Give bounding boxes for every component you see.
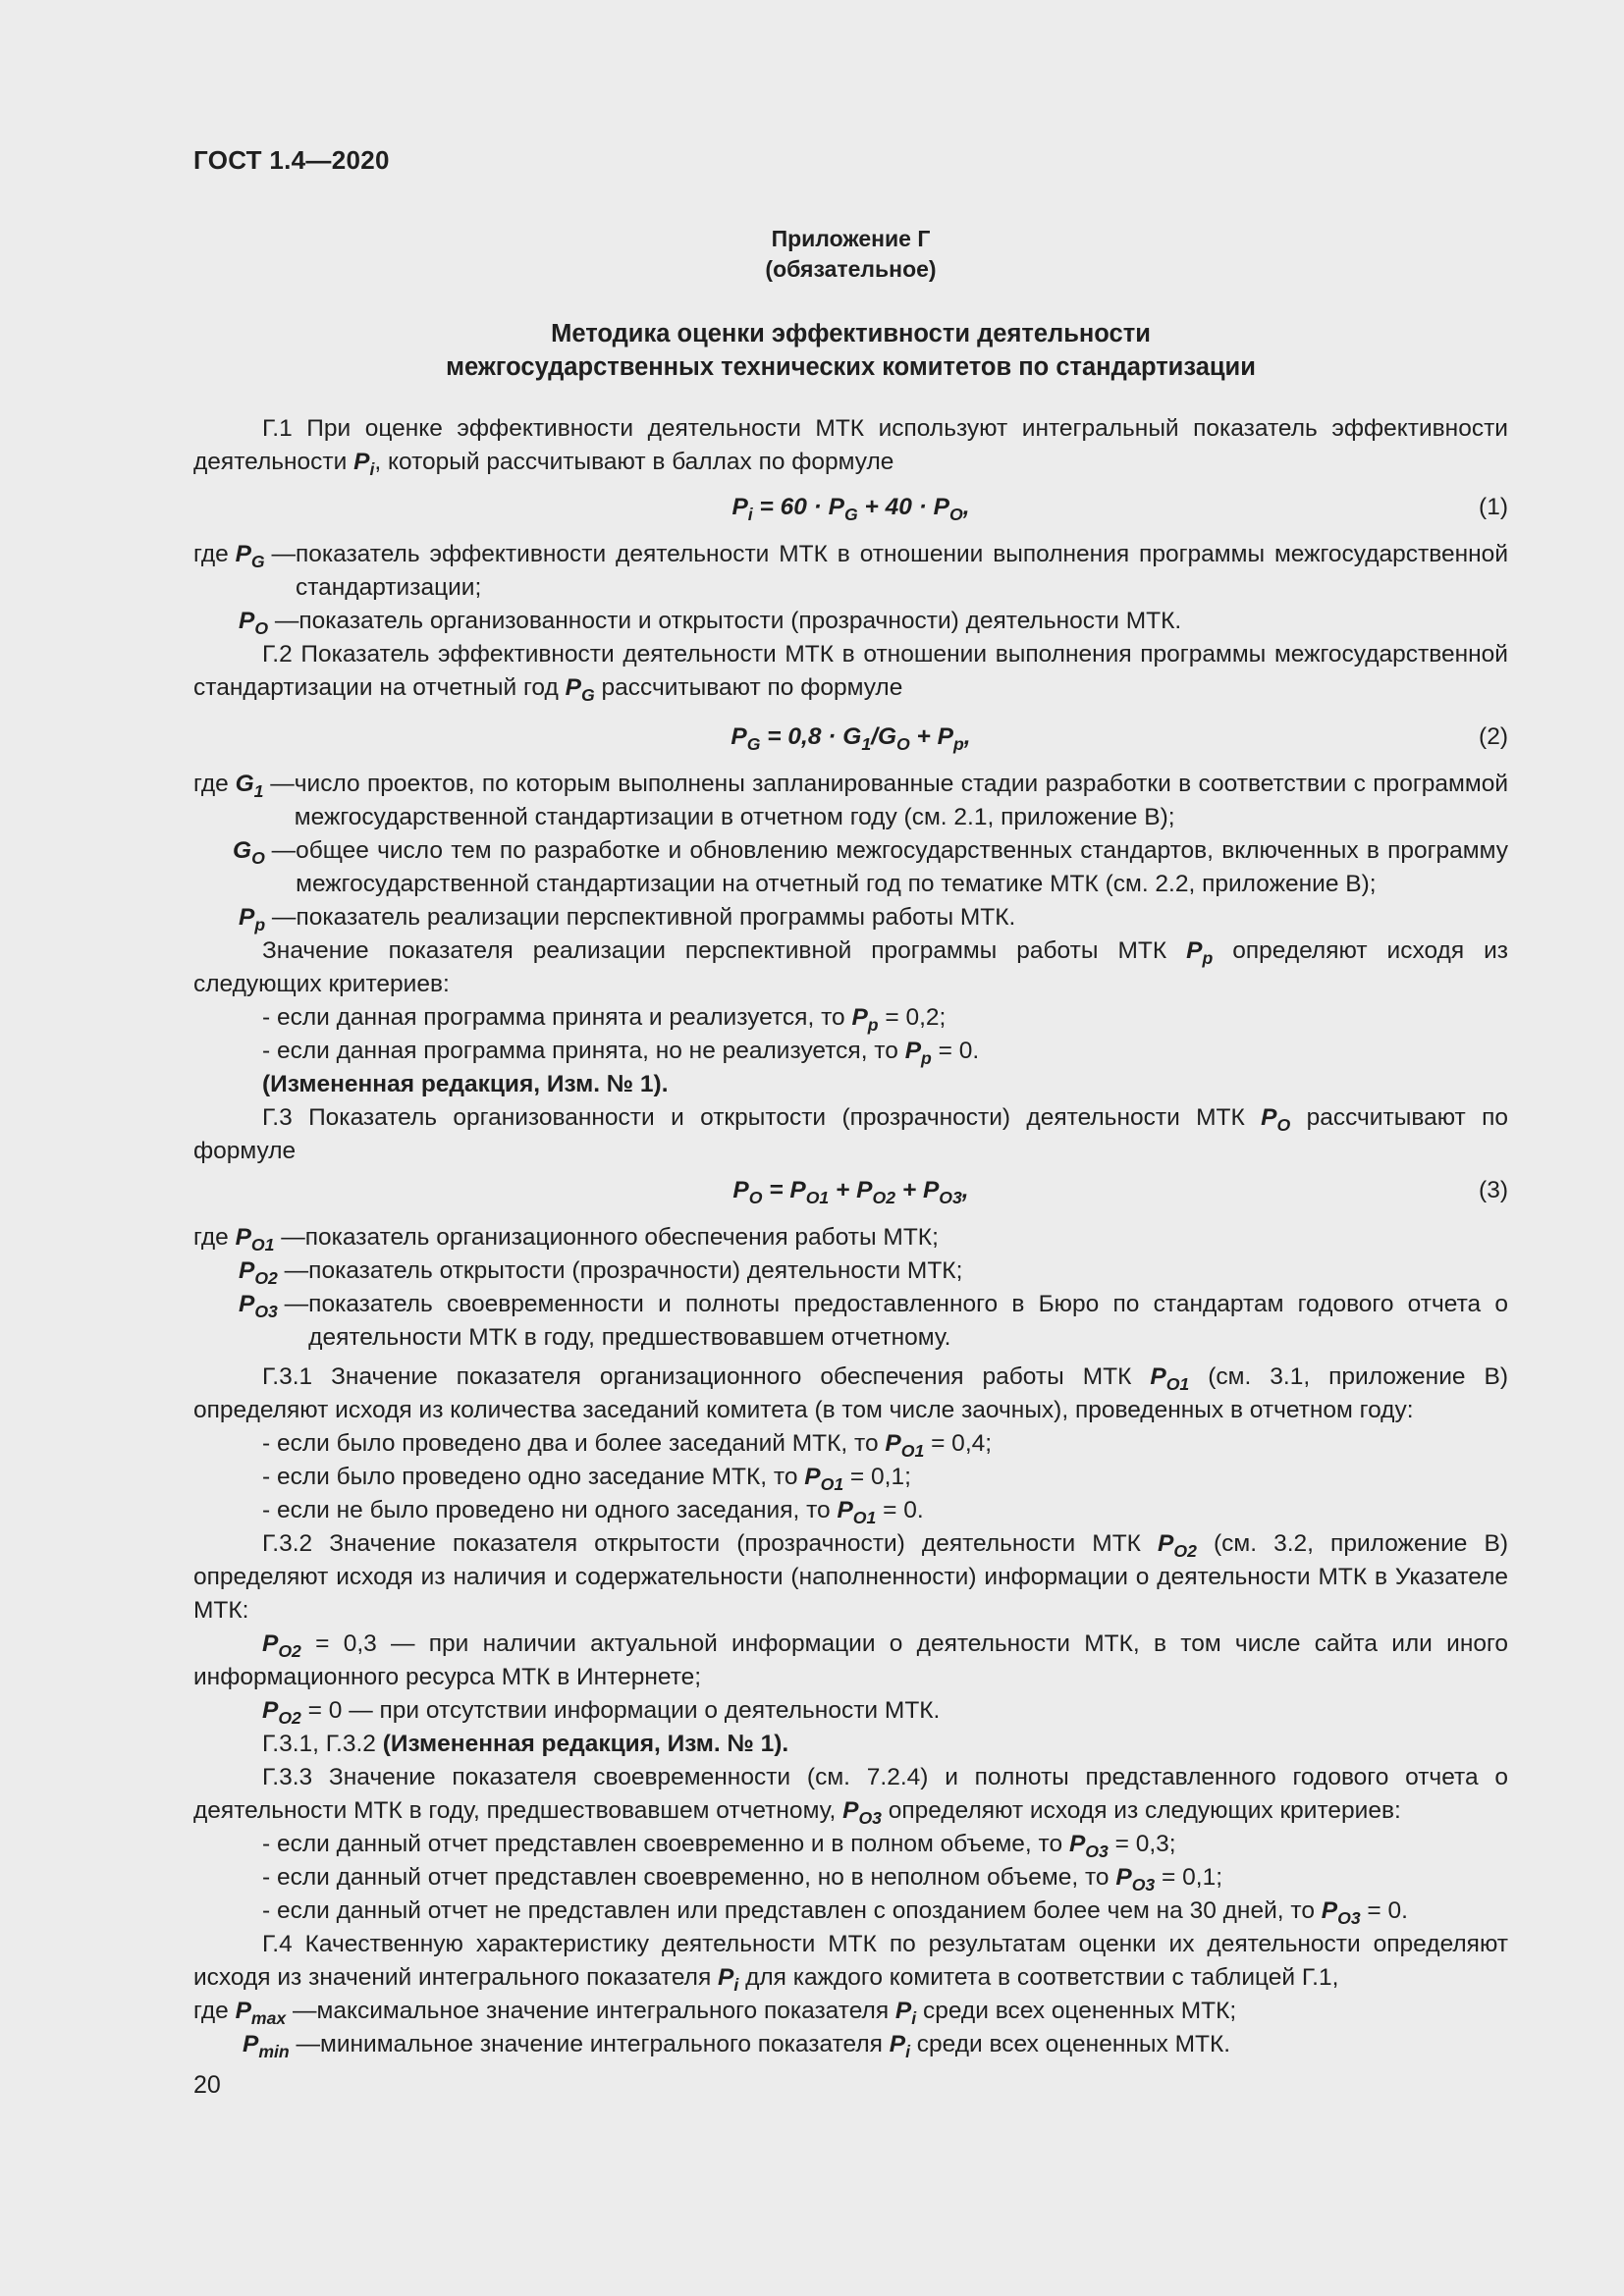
paragraph-g1: Г.1 При оценке эффективности деятельности МТК используют интегральный показатель эффективности деятельности $P_i$, который рассчитывают в баллах по формуле [193,415,1508,480]
standard-header: ГОСТ 1.4—2020 [193,145,390,175]
list-item: - если не было проведено ни одного заседания, то $P_{O1} = 0$. [262,1497,924,1528]
appendix-heading [193,224,1508,285]
appendix-status: (обязательное) [765,256,937,282]
formula-number: (1) [1479,494,1508,520]
paragraph-pp-intro: Значение показателя реализации перспективной программы работы МТК $P_p$ определяют исходя из следующих критериев: [193,937,1509,997]
definition-po2: $P_{O2}$ — показатель открытости (прозрачности) деятельности МТК; [239,1257,963,1289]
list-item: - если данная программа принята, но не реализуется, то $P_p = 0$. [262,1038,980,1069]
definition-pp: $P_p$ — показатель реализации перспективной программы работы МТК. [239,904,1016,935]
methodology-title [193,317,1508,384]
list-item: - если было проведено два и более заседаний МТК, то $P_{O1} = 0,4$; [262,1430,993,1462]
list-item: - если данный отчет не представлен или представлен с опозданием более чем на 30 дней, то $P_{O3} = 0$. [262,1897,1408,1929]
formula-number: (3) [1479,1177,1508,1203]
list-item: - если данный отчет представлен своевременно и в полном объеме, то $P_{O3} = 0,3$; [262,1831,1176,1862]
definition-pmax: где $P_{max}$ — максимальное значение интегрального показателя $P_i$ среди всех оцененных МТК; [193,1998,1237,2029]
definition-go: $G_O$ — общее число тем по разработке и обновлению межгосударственных стандартов, включенных в программу межгосударственной стандартизации на отчетный год по тематике МТК (см. 2.2, приложение В); [233,837,1508,897]
list-item: - если данная программа принята и реализуется, то $P_p = 0,2$; [262,1004,947,1036]
paragraph-g3-1: Г.3.1 Значение показателя организационного обеспечения работы МТК $P_{O1}$ (см. 3.1, приложение В) определяют исходя из количества заседаний комитета (в том числе заочных), проведенных в отчетном году: [193,1363,1508,1423]
definition-po1: где $P_{O1}$ — показатель организационного обеспечения работы МТК; [193,1224,939,1255]
formula-3: $P_O = P_{O1} + P_{O2} + P_{O3}$, (3) [193,1174,1508,1207]
paragraph-g3: Г.3 Показатель организованности и открытости (прозрачности) деятельности МТК $P_O$ рассчитывают по формуле [193,1104,1509,1164]
amendment-note: Г.3.1, Г.3.2 (Измененная редакция, Изм. № 1). [262,1731,789,1757]
appendix-title: Приложение Г [771,226,931,251]
amendment-note: (Измененная редакция, Изм. № 1). [262,1071,669,1097]
criterion-po2-absent: $P_{O2} = 0$ — при отсутствии информации о деятельности МТК. [262,1697,941,1729]
list-item: - если данный отчет представлен своевременно, но в неполном объеме, то $P_{O3} = 0,1$; [262,1864,1223,1896]
criterion-po2-present: $P_{O2} = 0,3$ — при наличии актуальной информации о деятельности МТК, в том числе сайта или иного информационного ресурса МТК в Интернете; [193,1630,1508,1690]
definition-po: $P_O$ — показатель организованности и открытости (прозрачности) деятельности МТК. [239,608,1182,639]
list-item: - если было проведено одно заседание МТК, то $P_{O1} = 0,1$; [262,1464,911,1495]
document-body [193,412,1508,2061]
paragraph-g3-2: Г.3.2 Значение показателя открытости (прозрачности) деятельности МТК $P_{O2}$ (см. 3.2, приложение В) определяют исходя из наличия и содержательности (наполненности) информации о деятельности МТК в Указателе МТК: [193,1530,1508,1624]
definition-pg: где $P_G$ — показатель эффективности деятельности МТК в отношении выполнения программы межгосударственной стандартизации; [193,541,1508,601]
formula-2: $P_G = 0,8 \cdot G_1/G_O + P_p$, (2) [193,721,1508,754]
formula-1: $P_i = 60 \cdot P_G + 40 \cdot P_O$, (1) [193,491,1508,524]
formula-number: (2) [1479,723,1508,750]
definition-po3: $P_{O3}$ — показатель своевременности и полноты предоставленного в Бюро по стандартам годового отчета о деятельности МТК в году, предшествовавшем отчетному. [239,1291,1508,1351]
methodology-title-line1: Методика оценки эффективности деятельности [551,320,1151,347]
definition-g1: где $G_1$ — число проектов, по которым выполнены запланированные стадии разработки в соответствии с программой межгосударственной стандартизации в отчетном году (см. 2.1, приложение В); [193,771,1508,830]
page-number: 20 [193,2071,221,2099]
paragraph-g4: Г.4 Качественную характеристику деятельности МТК по результатам оценки их деятельности определяют исходя из значений интегрального показателя $P_i$ для каждого комитета в соответствии с таблицей Г.1, [193,1931,1508,1996]
paragraph-g3-3: Г.3.3 Значение показателя своевременности (см. 7.2.4) и полноты представленного годового отчета о деятельности МТК в году, предшествовавшем отчетному, $P_{O3}$ определяют исходя из следующих критериев: [193,1764,1508,1829]
methodology-title-line2: межгосударственных технических комитетов по стандартизации [446,353,1256,381]
definition-pmin: $P_{min}$ — минимальное значение интегрального показателя $P_i$ среди всех оцененных МТК. [243,2031,1231,2062]
paragraph-g2: Г.2 Показатель эффективности деятельности МТК в отношении выполнения программы межгосударственной стандартизации на отчетный год $P_G$ рассчитывают по формуле [193,641,1508,706]
